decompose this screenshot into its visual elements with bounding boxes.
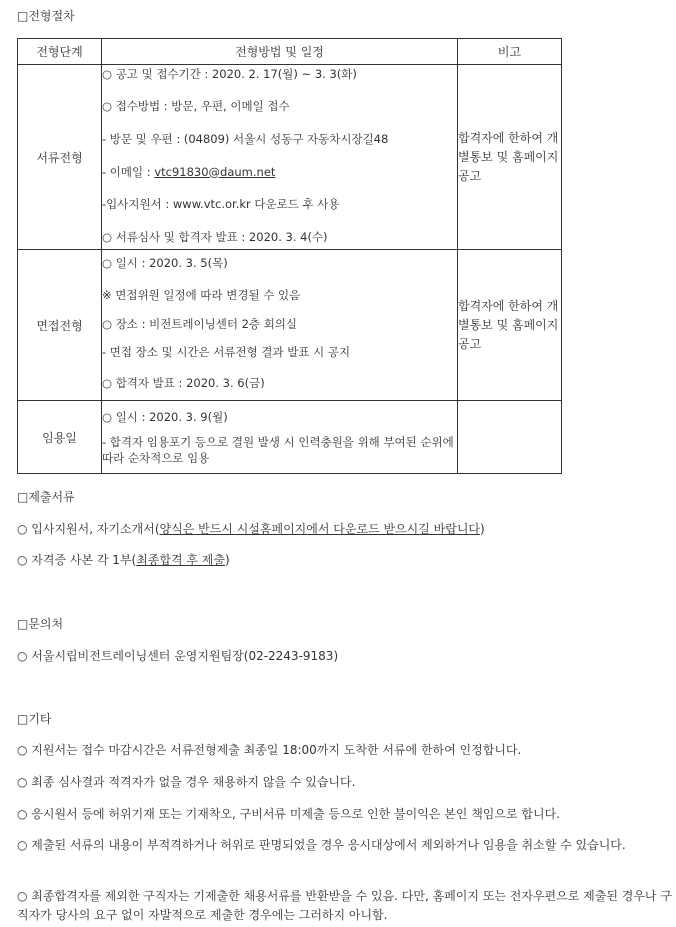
other-item: ○ 제출된 서류의 내용이 부적격하거나 허위로 판명되었을 경우 응시대상에서 제외하거나 임용을 취소할 수 있습니다. (17, 838, 626, 852)
detail-line: - 면접 장소 및 시간은 서류전형 결과 발표 시 공지 (102, 345, 351, 359)
document-form-note: 양식은 반드시 시설홈페이지에서 다운로드 받으시길 바랍니다 (159, 522, 480, 536)
other-item: ○ 최종합격자를 제외한 구직자는 기제출한 채용서류를 반환받을 수 있음. 다만, 홈페이지 또는 전자우편으로 제출된 경우나 구직자가 당사의 요구 없이 자발적으로 제출한 경우에는 그러하지 아니함. (17, 889, 672, 922)
stage-cell: 면접전형 (18, 250, 102, 401)
detail-line: - 합격자 임용포기 등으로 결원 발생 시 인력충원을 위해 부여된 순위에 따라 순차적으로 임용 (102, 434, 454, 465)
procedure-table (17, 38, 562, 474)
email-label: - 이메일 : (102, 164, 155, 179)
detail-cell (102, 65, 458, 250)
other-item: ○ 최종 심사결과 적격자가 없을 경우 채용하지 않을 수 있습니다. (17, 775, 356, 789)
detail-line: ※ 면접위원 일정에 따라 변경될 수 있음 (102, 288, 301, 302)
detail-line: ○ 공고 및 접수기간 : 2020. 2. 17(월) ~ 3. 3(화) (102, 66, 357, 81)
note-cell (458, 401, 562, 474)
section-title-procedure: □전형절차 (17, 9, 75, 23)
document-item (17, 551, 672, 570)
email-link[interactable]: vtc91830@daum.net (154, 164, 276, 179)
column-header-stage: 전형단계 (18, 39, 102, 65)
other-item: ○ 응시원서 등에 허위기재 또는 기재착오, 구비서류 미제출 등으로 인한 불이익은 본인 책임으로 합니다. (17, 807, 560, 821)
document-item-text: ○ 자격증 사본 각 1부( (17, 553, 137, 567)
note-cell: 합격자에 한하여 개별통보 및 홈페이지 공고 (458, 65, 562, 250)
detail-cell (102, 401, 458, 474)
contact-text: ○ 서울시립비전트레이닝센터 운영지원팀장(02-2243-9183) (17, 649, 339, 663)
detail-line: - 방문 및 우편 : (04809) 서울시 성동구 자동차시장길48 (102, 131, 389, 146)
section-title-other: □기타 (17, 712, 52, 726)
table-row-interview (18, 250, 562, 401)
document-item-text: ○ 입사지원서, 자기소개서( (17, 522, 160, 536)
stage-cell: 서류전형 (18, 65, 102, 250)
column-header-method: 전형방법 및 일정 (102, 39, 458, 65)
document-submit-note: 최종합격 후 제출 (136, 553, 225, 567)
section-title-contact: □문의처 (17, 617, 64, 631)
table-row-appointment (18, 401, 562, 474)
detail-cell (102, 250, 458, 401)
section-title-documents: □제출서류 (17, 490, 75, 504)
other-item: ○ 지원서는 접수 마감시간은 서류전형제출 최종일 18:00까지 도착한 서류에 한하여 인정합니다. (17, 743, 522, 757)
detail-line: ○ 일시 : 2020. 3. 5(목) (102, 256, 228, 270)
detail-line: ○ 장소 : 비전트레이닝센터 2층 회의실 (102, 317, 298, 331)
document-item (17, 520, 672, 539)
detail-line: ○ 일시 : 2020. 3. 9(월) (102, 409, 228, 424)
note-cell: 합격자에 한하여 개별통보 및 홈페이지 공고 (458, 250, 562, 401)
table-row-document-screening (18, 65, 562, 250)
detail-line: ○ 서류심사 및 합격자 발표 : 2020. 3. 4(수) (102, 229, 328, 244)
detail-line: ○ 합격자 발표 : 2020. 3. 6(금) (102, 376, 265, 390)
detail-line-email (102, 164, 457, 196)
stage-cell: 임용일 (18, 401, 102, 474)
table-header-row (18, 39, 562, 65)
detail-line: -입사지원서 : www.vtc.or.kr 다운로드 후 사용 (102, 196, 340, 211)
document-item-text: ) (224, 553, 230, 567)
document-item-text: ) (480, 522, 485, 536)
detail-line: ○ 접수방법 : 방문, 우편, 이메일 접수 (102, 98, 290, 113)
column-header-note: 비고 (458, 39, 562, 65)
